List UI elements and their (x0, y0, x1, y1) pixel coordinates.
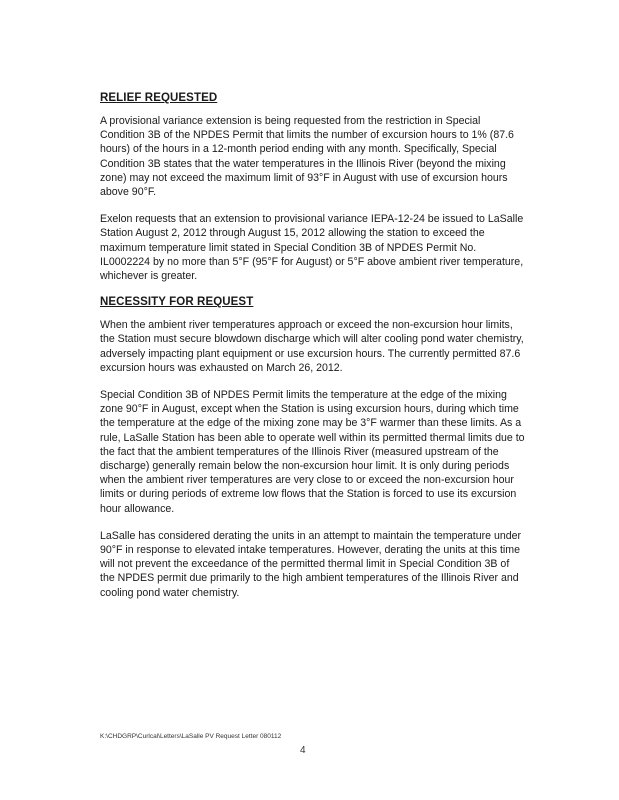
necessity-for-request-heading: NECESSITY FOR REQUEST (100, 296, 254, 309)
document-body (100, 92, 525, 613)
necessity-paragraph-2: Special Condition 3B of NPDES Permit limits the temperature at the edge of the mixing zone 90°F in August, except when the Station is using excursion hours, during which time the temperature at the edge of the mixing zone may be 3°F warmer than these limits. As a rule, LaSalle Station has been able to operate well within its permitted thermal limits due to the fact that the ambient temperatures of the Illinois River (measured upstream of the discharge) generally remain below the non-excursion hour limit. It is only during periods when the ambient river temperatures are very close to or exceed the non-excursion hour limits or during periods of extreme low flows that the Station is forced to use its excursion hour allowance. (100, 389, 525, 515)
relief-paragraph-2: Exelon requests that an extension to provisional variance IEPA-12-24 be issued to LaSalle Station August 2, 2012 through August 15, 2012 allowing the station to exceed the maximum temperature limit stated in Special Condition 3B of NPDES Permit No. IL0002224 by no more than 5°F (95°F for August) or 5°F above ambient river temperature, whichever is greater. (100, 213, 524, 283)
footer-file-path: K:\CHDGRP\Curlcal\Letters\LaSalle PV Request Letter 080112 (100, 733, 282, 740)
page-number: 4 (300, 745, 306, 756)
relief-requested-heading: RELIEF REQUESTED (100, 92, 218, 104)
relief-paragraph-1: A provisional variance extension is being requested from the restriction in Special Condition 3B of the NPDES Permit that limits the number of excursion hours to 1% (87.6 hours) of the hours in a 12-month period ending with any month. Specifically, Special Condition 3B states that the water temperatures in the Illinois River (beyond the mixing zone) may not exceed the maximum limit of 93°F in August with use of excursion hours above 90°F. (100, 115, 514, 199)
necessity-paragraph-3: LaSalle has considered derating the units in an attempt to maintain the temperature under 90°F in response to elevated intake temperatures. However, derating the units at this time will not prevent the exceedance of the permitted thermal limit in Special Condition 3B of the NPDES permit due primarily to the high ambient temperatures of the Illinois River and cooling pond water chemistry. (100, 529, 522, 599)
necessity-paragraph-1: When the ambient river temperatures approach or exceed the non-excursion hour limits, the Station must secure blowdown discharge which will alter cooling pond water chemistry, adversely impacting plant equipment or use excursion hours. The currently permitted 87.6 excursion hours was exhausted on March 26, 2012. (100, 319, 524, 374)
